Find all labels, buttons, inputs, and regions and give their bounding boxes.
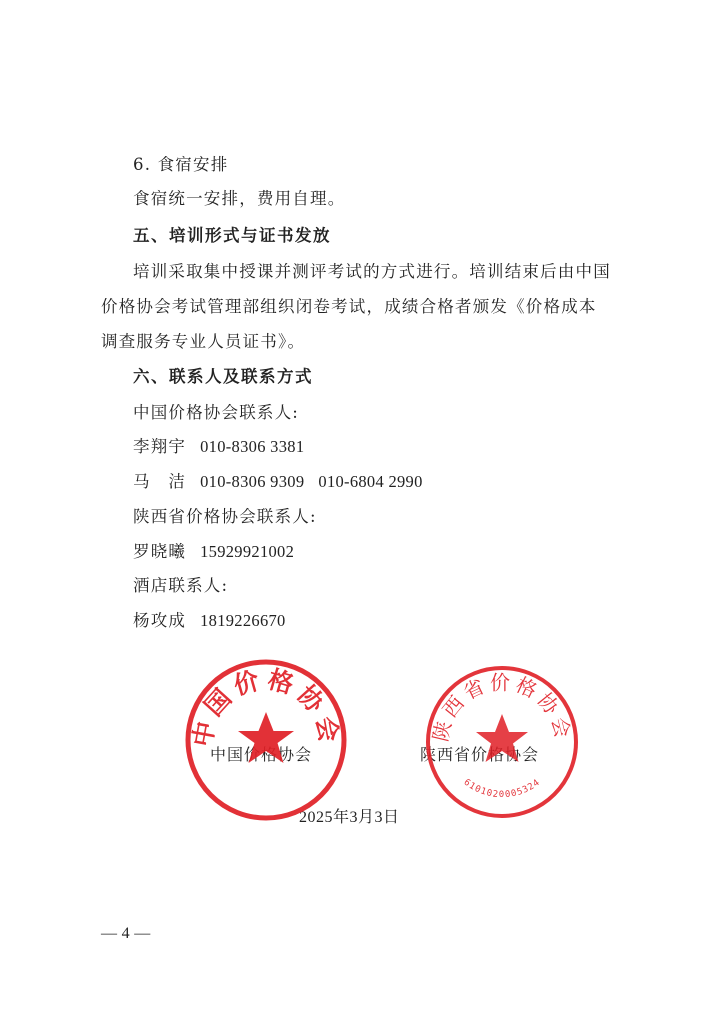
official-seal-2	[422, 662, 582, 822]
paragraph-line-1: 培训采取集中授课并测评考试的方式进行。培训结束后由中国	[133, 262, 611, 281]
contact-name: 罗晓曦	[133, 542, 187, 561]
contact-name: 李翔宇	[133, 437, 187, 456]
seal-2-code: 6101020005324	[461, 777, 543, 801]
paragraph-line-3: 调查服务专业人员证书》。	[101, 332, 306, 351]
section-heading-five: 五、培训形式与证书发放	[133, 226, 331, 245]
contact-name: 马 洁	[133, 472, 187, 491]
contact-group-label: 中国价格协会联系人:	[133, 403, 300, 422]
seal-1-text: 中国价格协会	[187, 664, 345, 749]
signature-org-1: 中国价格协会	[210, 745, 313, 764]
contact-phone: 010-6804 2990	[318, 472, 423, 491]
page-number: — 4 —	[101, 925, 151, 942]
star-icon	[238, 712, 294, 763]
item-body: 食宿统一安排，费用自理。	[133, 189, 346, 208]
paragraph-line-2: 价格协会考试管理部组织闭卷考试，成绩合格者颁发《价格成本	[101, 297, 597, 316]
official-seal-1	[183, 657, 349, 823]
item-title: 6. 食宿安排	[133, 155, 229, 174]
contact-row	[133, 437, 304, 457]
signature-org-2: 陕西省价格协会	[420, 745, 540, 764]
section-heading-six: 六、联系人及联系方式	[133, 367, 313, 386]
contact-phone: 15929921002	[200, 542, 295, 561]
signature-date: 2025年3月3日	[299, 809, 400, 826]
contact-row	[133, 542, 294, 562]
contact-phone: 010-8306 3381	[200, 437, 305, 456]
contact-group-label: 陕西省价格协会联系人:	[133, 507, 317, 526]
contact-phone: 010-8306 9309	[200, 472, 305, 491]
seal-2-text: 陕西省价格协会	[428, 670, 576, 744]
contact-row	[133, 611, 286, 631]
contact-name: 杨攻成	[133, 611, 187, 630]
svg-text:6101020005324	[462, 778, 543, 801]
contact-group-label: 酒店联系人:	[133, 576, 229, 595]
contact-row	[133, 472, 423, 492]
contact-phone: 1819226670	[200, 611, 286, 630]
star-icon	[476, 714, 528, 762]
